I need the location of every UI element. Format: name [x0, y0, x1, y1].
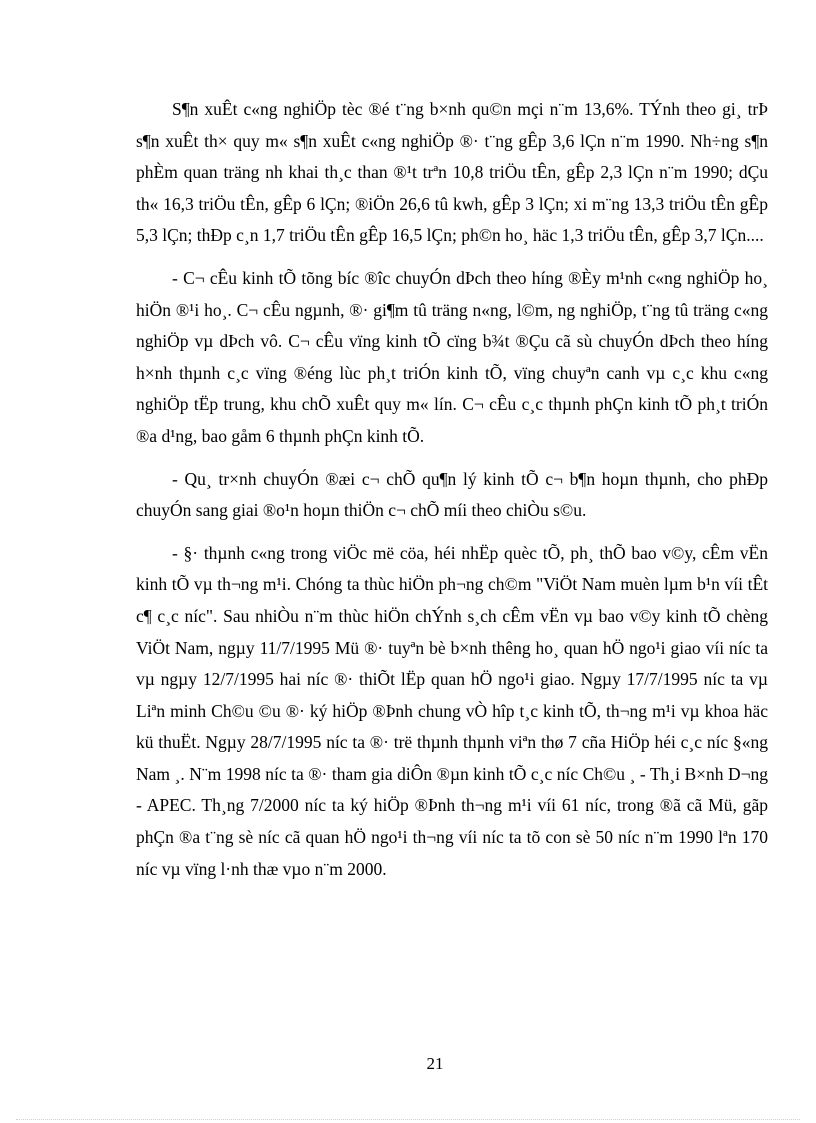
paragraph-management-mechanism: - Qu¸ tr×nh chuyÓn ®æi c¬ chÕ qu¶n lý kinh tÕ c¬ b¶n hoµn thµnh, cho phÐp chuyÓn sang giai ®o¹n hoµn thiÖn c¬ chÕ míi theo chiÒu s©u. [136, 468, 768, 521]
page-body [136, 94, 768, 896]
page-number: 21 [426, 1054, 444, 1073]
page-bottom-divider [16, 1119, 800, 1120]
paragraph-industrial-growth: S¶n xuÊt c«ng nghiÖp tèc ®é t¨ng b×nh qu©n mçi n¨m 13,6%. TÝnh theo gi¸ trÞ s¶n xuÊt th× quy m« s¶n xuÊt c«ng nghiÖp ®· t¨ng gÊp 3,6 lÇn n¨m 1990. Nh÷ng s¶n phÈm quan träng nh khai th¸c than ®¹t trªn 10,8 triÖu tÊn, gÊp 2,3 lÇn n¨m 1990; dÇu th« 16,3 triÖu tÊn, gÊp 6 lÇn; ®iÖn 26,6 tû kwh, gÊp 3 lÇn; xi m¨ng 13,3 triÖu tÊn gÊp 5,3 lÇn; thÐp c¸n 1,7 triÖu tÊn gÊp 16,5 lÇn; ph©n ho¸ häc 1,3 triÖu tÊn, gÊp 3,7 lÇn.... [136, 99, 768, 246]
paragraph-economic-structure: - C¬ cÊu kinh tÕ tõng bíc ®îc chuyÓn dÞch theo híng ®Èy m¹nh c«ng nghiÖp ho¸ hiÖn ®¹i ho¸. C¬ cÊu ngµnh, ®· gi¶m tû träng n«ng, l©m, ng nghiÖp, t¨ng tû träng c«ng nghiÖp vµ dÞch vô. C¬ cÊu vïng kinh tÕ cïng b¾t ®Çu cã sù chuyÓn dÞch theo híng h×nh thµnh c¸c vïng ®éng lùc ph¸t triÓn kinh tÕ, vïng chuyªn canh vµ c¸c khu c«ng nghiÖp tËp trung, khu chÕ xuÊt quy m« lín. C¬ cÊu c¸c thµnh phÇn kinh tÕ ph¸t triÓn ®a d¹ng, bao gåm 6 thµnh phÇn kinh tÕ. [136, 267, 768, 446]
paragraph-international-integration: - §· thµnh c«ng trong viÖc më cöa, héi nhËp quèc tÕ, ph¸ thÕ bao v©y, cÊm vËn kinh tÕ vµ th¬ng m¹i. Chóng ta thùc hiÖn ph¬ng ch©m "ViÖt Nam muèn lµm b¹n víi tÊt c¶ c¸c níc". Sau nhiÒu n¨m thùc hiÖn chÝnh s¸ch cÊm vËn vµ bao v©y kinh tÕ chèng ViÖt Nam, ngµy 11/7/1995 Mü ®· tuyªn bè b×nh thêng ho¸ quan hÖ ngo¹i giao víi níc ta vµ ngµy 12/7/1995 hai níc ®· thiÕt lËp quan hÖ ngo¹i giao. Ngµy 17/7/1995 níc ta vµ Liªn minh Ch©u ©u ®· ký hiÖp ®Þnh chung vÒ hîp t¸c kinh tÕ, th¬ng m¹i vµ khoa häc kü thuËt. Ngµy 28/7/1995 níc ta ®· trë thµnh thµnh viªn thø 7 cña HiÖp héi c¸c níc §«ng Nam ¸. N¨m 1998 níc ta ®· tham gia diÔn ®µn kinh tÕ c¸c níc Ch©u ¸ - Th¸i B×nh D¬ng - APEC. Th¸ng 7/2000 níc ta ký hiÖp ®Þnh th¬ng m¹i víi 61 níc, trong ®ã cã Mü, gãp phÇn ®a t¨ng sè níc cã quan hÖ ngo¹i th¬ng víi níc ta tõ con sè 50 níc n¨m 1990 lªn 170 níc vµ vïng l·nh thæ vµo n¨m 2000. [136, 542, 768, 879]
